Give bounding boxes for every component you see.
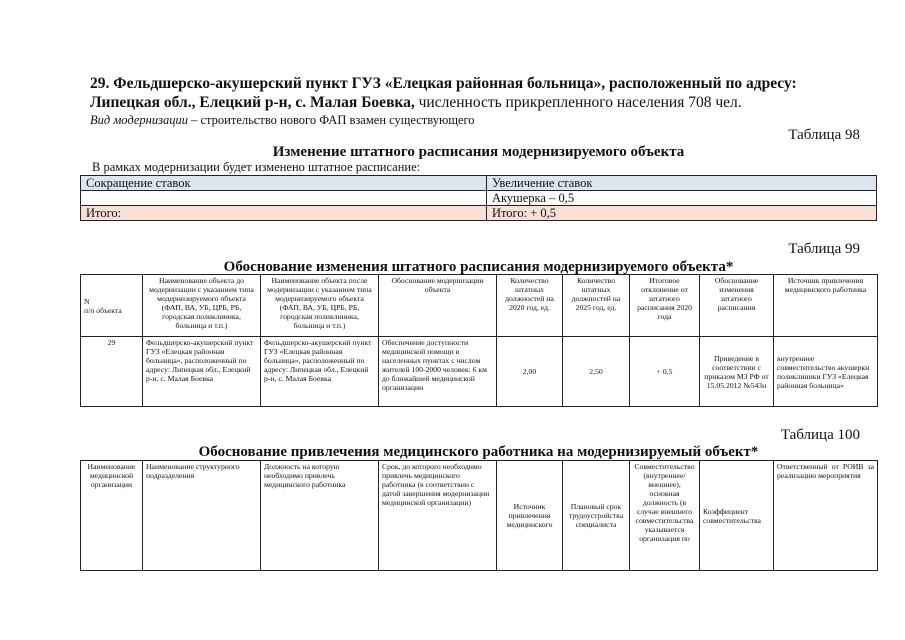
header-part-time: Совместительство (внутреннее/внешнее), основная должность (в случае внешнего совместительства указывается организация по (630, 461, 700, 571)
header-position: Должность на которую необходимо привлечь медицинского работника (261, 461, 379, 571)
header-deadline: Срок, до которого необходимо привлечь медицинского работника (в соответствии с датой завершения модернизации медицинской организации) (379, 461, 497, 571)
table-100-number: Таблица 100 (780, 427, 860, 443)
staffing-change-table (80, 175, 877, 221)
cell-source: внутреннее совместительство акушерки поликлиники ГУЗ «Елецкая районная больница» (774, 337, 878, 407)
table-header-row (81, 176, 877, 191)
header-deviation: Итоговое отклонение от штатного расписания 2020 года (630, 275, 700, 337)
header-source: Источник привлечения медицинского работника (774, 275, 878, 337)
table-100-title: Обоснование привлечения медицинского работника на модернизируемый объект* (198, 444, 759, 460)
staffing-justification-table (80, 274, 878, 407)
header-reduction: Сокращение ставок (81, 176, 487, 191)
table-98-number: Таблица 98 (788, 127, 860, 143)
header-source: Источник привлечения медицинского (497, 461, 563, 571)
header-organization: Наименование медицинской организации (81, 461, 143, 571)
total-increase: Итого: + 0,5 (486, 206, 876, 221)
header-increase: Увеличение ставок (486, 176, 876, 191)
table-row (81, 337, 878, 407)
header-staff-2025: Количество штатных должностей на 2025 год, ед. (563, 275, 630, 337)
object-title-population: численность прикрепленного населения 708 чел. (414, 94, 742, 111)
cell-deviation: + 0,5 (630, 337, 700, 407)
cell-staff-2020: 2,00 (497, 337, 563, 407)
table-99-title: Обоснование изменения штатного расписания модернизируемого объекта* (223, 259, 734, 275)
header-responsible: Ответственный от РОИВ за реализацию мероприятия (774, 461, 878, 571)
header-part-time-coefficient: Коэффициент совместительства (700, 461, 774, 571)
cell-object-before: Фельдшерско-акушерский пункт ГУЗ «Елецкая районная больница», расположенный по адресу: Липецкая обл., Елецкий р-н, с. Малая Боевка (143, 337, 261, 407)
header-object-before: Наименование объекта до модернизации с указанием типа модернизируемого объекта (ФАП, ВА, УБ, ЦРБ, РБ, городская поликлиника, больница и т.п.) (143, 275, 261, 337)
header-employment-date: Плановый срок трудоустройства специалиста (563, 461, 630, 571)
table-98-title: Изменение штатного расписания модернизируемого объекта (272, 144, 685, 160)
header-number-n: N (84, 296, 90, 306)
cell-staff-2025: 2,50 (563, 337, 630, 407)
table-98-intro: В рамках модернизации будет изменено штатное расписание: (92, 160, 421, 174)
object-heading (90, 74, 870, 128)
total-reduction: Итого: (81, 206, 487, 221)
object-title (90, 74, 870, 112)
cell-reduction (81, 191, 487, 206)
header-change-reason: Обоснование изменения штатного расписания (700, 275, 774, 337)
header-staff-2020: Количество штатных должностей на 2020 год, ед. (497, 275, 563, 337)
header-number (81, 275, 143, 337)
table-header-row (81, 275, 878, 337)
table-header-row (81, 461, 878, 571)
header-object-after: Наименование объекта после модернизации с указанием типа модернизируемого объекта (ФАП, ВА, УБ, ЦРБ, РБ, городская поликлиника, больница и т.п.) (261, 275, 379, 337)
header-justification: Обоснование модернизации объекта (379, 275, 497, 337)
header-department: Наименование структурного подразделения (143, 461, 261, 571)
table-row (81, 191, 877, 206)
table-total-row (81, 206, 877, 221)
cell-number: 29 (81, 337, 143, 407)
modernization-type-text: – строительство нового ФАП взамен существующего (188, 113, 475, 127)
cell-object-after: Фельдшерско-акушерский пункт ГУЗ «Елецкая районная больница», расположенный по адресу: Липецкая обл., Елецкий р-н, с. Малая Боевка (261, 337, 379, 407)
modernization-type-label: Вид модернизации (90, 113, 188, 127)
modernization-type (90, 112, 870, 128)
cell-justification: Обеспечение доступности медицинской помощи в населенных пунктах с числом жителей 100-2000 человек: 6 км до ближайшей медицинской организации (379, 337, 497, 407)
worker-attraction-table (80, 460, 878, 571)
cell-change-reason: Приведение в соответствии с приказом МЗ РФ от 15.05.2012 №543н (700, 337, 774, 407)
header-number-label: п/п объекта (84, 305, 122, 315)
object-title-bold: 29. Фельдшерско-акушерский пункт ГУЗ «Елецкая районная больница», расположенный по адресу: Липецкая обл., Елецкий р-н, с. Малая Боевка, (90, 75, 797, 111)
table-99-number: Таблица 99 (788, 241, 860, 257)
cell-increase: Акушерка – 0,5 (486, 191, 876, 206)
